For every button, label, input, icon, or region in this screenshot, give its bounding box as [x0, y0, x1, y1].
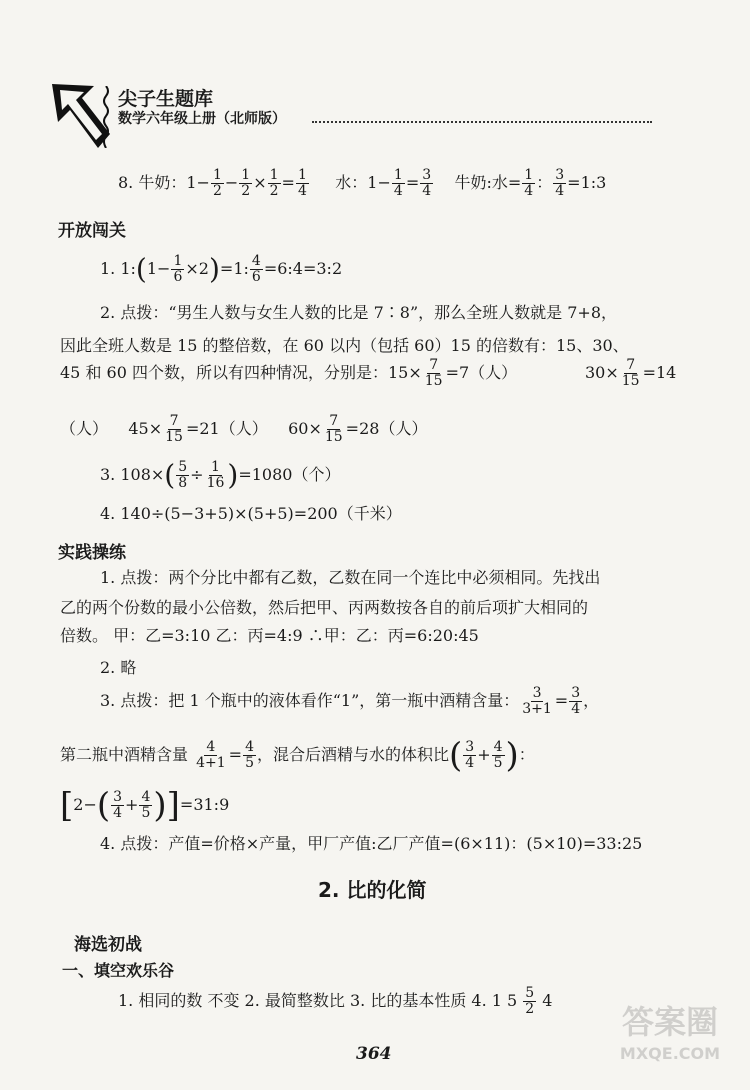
- section-fill: 一、填空欢乐谷: [62, 961, 175, 980]
- page-number: 364: [356, 1044, 392, 1064]
- practice-answer-3-line1: 3. 点拨：把 1 个瓶中的液体看作“1”，第一瓶中酒精含量： $\frac{3}{3+1}$ = $\frac{3}{4}$ ，: [100, 685, 600, 717]
- practice-answer-1-line2: 乙的两个份数的最小公倍数，然后把甲、丙两数按各自的前后项扩大相同的: [60, 598, 589, 617]
- chapter-title: 2. 比的化简: [318, 878, 427, 902]
- section-practice: 实践操练: [58, 543, 126, 563]
- open-answer-1: 1. 1:(1− $\frac{1}{6}$ ×2)=1: $\frac{4}{6}$ =6:4=3:2: [100, 252, 343, 286]
- practice-answer-1-line3: 倍数。 甲：乙=3:10 乙：丙=4:9 ∴甲：乙：丙=6:20:45: [60, 626, 479, 645]
- fill-answers: 1. 相同的数 不变 2. 最简整数比 3. 比的基本性质 4. 1 5 $\frac{5}{2}$ 4: [118, 985, 553, 1017]
- section-sea: 海选初战: [74, 935, 142, 955]
- practice-answer-3-line3: [2−( $\frac{3}{4}$ + $\frac{4}{5}$ )]=31:9: [60, 785, 230, 826]
- header-subtitle: 数学六年级上册（北师版）: [118, 111, 286, 127]
- answer-8: 8. 牛奶：1− $\frac{1}{2}$ − $\frac{1}{2}$ × $\frac{1}{2}$ = $\frac{1}{4}$ 水：1− $\frac{1}{4}$ = $\frac{3}{4}$ 牛奶:水= $\frac{1}{4}$ ： $\frac{3}{4}$ =1:3: [118, 167, 607, 199]
- open-answer-2-line3b: 30× $\frac{7}{15}$ =14: [585, 357, 677, 389]
- open-answer-2-line3: 45 和 60 四个数，所以有四种情况，分别是：15× $\frac{7}{15}$ =7（人）: [60, 357, 518, 389]
- practice-answer-3-line2: 第二瓶中酒精含量 $\frac{4}{4+1}$ = $\frac{4}{5}$ ，混合后酒精与水的体积比( $\frac{3}{4}$ + $\frac{4}{5}$ )：: [60, 735, 535, 776]
- header-title: 尖子生题库: [118, 88, 214, 110]
- open-answer-2-line2: 因此全班人数是 15 的整倍数，在 60 以内（包括 60）15 的倍数有：15、30、: [60, 336, 629, 355]
- practice-answer-1-line1: 1. 点拨：两个分比中都有乙数，乙数在同一个连比中必须相同。先找出: [100, 568, 601, 587]
- header-wavy-rule: [102, 86, 110, 152]
- header-dotted-rule: [312, 121, 652, 123]
- practice-answer-2: 2. 略: [100, 658, 137, 677]
- section-open: 开放闯关: [58, 221, 126, 241]
- watermark-logo: 答案圈 MXQE.COM: [619, 1003, 721, 1063]
- practice-answer-4: 4. 点拨：产值=价格×产量，甲厂产值:乙厂产值=(6×11)：(5×10)=33:25: [100, 834, 643, 853]
- open-answer-3: 3. 108×( $\frac{5}{8}$ ÷ $\frac{1}{16}$ )=1080（个）: [100, 458, 341, 492]
- open-answer-2-line4: （人） 45× $\frac{7}{15}$ =21（人） 60× $\frac{7}{15}$ =28（人）: [60, 413, 428, 445]
- open-answer-2-line1: 2. 点拨：“男生人数与女生人数的比是 7∶8”，那么全班人数就是 7+8，: [100, 303, 618, 322]
- open-answer-4: 4. 140÷(5−3+5)×(5+5)=200（千米）: [100, 504, 402, 523]
